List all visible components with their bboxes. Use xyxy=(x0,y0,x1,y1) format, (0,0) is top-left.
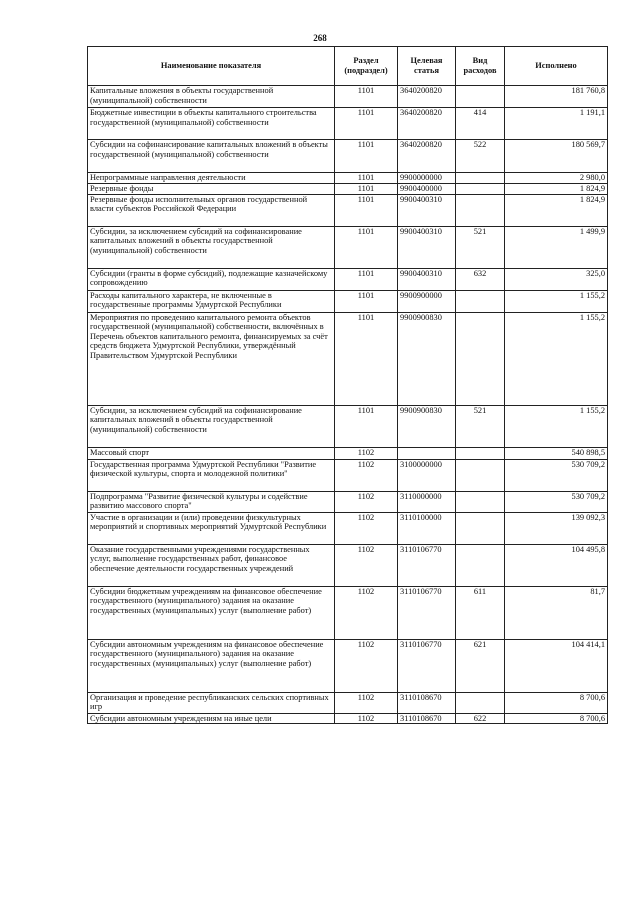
table-row xyxy=(88,459,608,491)
row-executed: 530 709,2 xyxy=(505,491,608,512)
row-section: 1102 xyxy=(335,512,398,544)
row-type xyxy=(456,692,505,713)
table-row xyxy=(88,290,608,312)
row-type xyxy=(456,512,505,544)
table-header-row xyxy=(88,47,608,86)
table-row xyxy=(88,447,608,459)
row-section: 1101 xyxy=(335,290,398,312)
row-type xyxy=(456,86,505,108)
row-executed: 530 709,2 xyxy=(505,459,608,491)
header-type: Вид расходов xyxy=(456,47,505,86)
row-type xyxy=(456,173,505,184)
header-section: Раздел (подраздел) xyxy=(335,47,398,86)
row-target: 3110100000 xyxy=(398,512,456,544)
row-executed: 540 898,5 xyxy=(505,447,608,459)
row-section: 1101 xyxy=(335,184,398,195)
row-executed: 8 700,6 xyxy=(505,692,608,713)
row-section: 1101 xyxy=(335,140,398,173)
table-row xyxy=(88,226,608,268)
row-section: 1101 xyxy=(335,405,398,447)
row-type: 611 xyxy=(456,586,505,639)
row-executed: 8 700,6 xyxy=(505,713,608,724)
table-row xyxy=(88,639,608,692)
row-executed: 1 824,9 xyxy=(505,194,608,226)
table-row xyxy=(88,86,608,108)
row-name: Резервные фонды xyxy=(88,184,335,195)
row-name: Субсидии автономным учреждениям на финансовое обеспечение государственного (муниципального) задания на оказание государственных (муниципальных) услуг (выполнение работ) xyxy=(88,639,335,692)
table-row xyxy=(88,194,608,226)
row-section: 1102 xyxy=(335,544,398,586)
row-name: Непрограммные направления деятельности xyxy=(88,173,335,184)
row-executed: 104 414,1 xyxy=(505,639,608,692)
row-executed: 2 980,0 xyxy=(505,173,608,184)
table-row xyxy=(88,586,608,639)
row-target: 3110106770 xyxy=(398,639,456,692)
row-target: 9900900830 xyxy=(398,312,456,405)
row-section: 1101 xyxy=(335,194,398,226)
row-target: 3100000000 xyxy=(398,459,456,491)
row-type: 621 xyxy=(456,639,505,692)
row-type xyxy=(456,184,505,195)
row-target: 9900400310 xyxy=(398,194,456,226)
row-target: 3110000000 xyxy=(398,491,456,512)
row-name: Организация и проведение республиканских сельских спортивных игр xyxy=(88,692,335,713)
row-section: 1101 xyxy=(335,86,398,108)
row-type xyxy=(456,290,505,312)
table-row xyxy=(88,544,608,586)
row-type: 632 xyxy=(456,268,505,290)
row-name: Бюджетные инвестиции в объекты капитального строительства государственной (муниципальной) собственности xyxy=(88,108,335,140)
row-type xyxy=(456,312,505,405)
page-number: 268 xyxy=(313,33,327,43)
row-section: 1102 xyxy=(335,447,398,459)
row-type: 622 xyxy=(456,713,505,724)
row-section: 1101 xyxy=(335,312,398,405)
table-row xyxy=(88,512,608,544)
row-target: 9900400310 xyxy=(398,226,456,268)
row-name: Участие в организации и (или) проведении физкультурных мероприятий и спортивных мероприятий Удмуртской Республики xyxy=(88,512,335,544)
header-executed: Исполнено xyxy=(505,47,608,86)
header-target: Целевая статья xyxy=(398,47,456,86)
row-name: Капитальные вложения в объекты государственной (муниципальной) собственности xyxy=(88,86,335,108)
table-row xyxy=(88,491,608,512)
table-row xyxy=(88,268,608,290)
expenditure-table xyxy=(87,46,608,724)
row-target: 3110108670 xyxy=(398,692,456,713)
row-section: 1102 xyxy=(335,639,398,692)
row-target: 9900900000 xyxy=(398,290,456,312)
row-name: Расходы капитального характера, не включенные в государственные программы Удмуртской Республики xyxy=(88,290,335,312)
row-section: 1101 xyxy=(335,173,398,184)
row-target xyxy=(398,447,456,459)
row-name: Субсидии, за исключением субсидий на софинансирование капитальных вложений в объекты государственной (муниципальной) собственности xyxy=(88,405,335,447)
row-target: 3110106770 xyxy=(398,544,456,586)
row-target: 9900400000 xyxy=(398,184,456,195)
row-target: 3640200820 xyxy=(398,140,456,173)
row-executed: 1 191,1 xyxy=(505,108,608,140)
row-executed: 104 495,8 xyxy=(505,544,608,586)
row-type: 521 xyxy=(456,226,505,268)
table-row xyxy=(88,713,608,724)
table-row xyxy=(88,184,608,195)
row-section: 1102 xyxy=(335,459,398,491)
row-section: 1101 xyxy=(335,268,398,290)
row-name: Субсидии, за исключением субсидий на софинансирование капитальных вложений в объекты государственной (муниципальной) собственности xyxy=(88,226,335,268)
row-name: Массовый спорт xyxy=(88,447,335,459)
row-target: 3110106770 xyxy=(398,586,456,639)
row-target: 3110108670 xyxy=(398,713,456,724)
row-name: Субсидии бюджетным учреждениям на финансовое обеспечение государственного (муниципального) задания на оказание государственных (муниципальных) услуг (выполнение работ) xyxy=(88,586,335,639)
table-row xyxy=(88,312,608,405)
row-type xyxy=(456,447,505,459)
row-type xyxy=(456,194,505,226)
row-target: 9900000000 xyxy=(398,173,456,184)
row-name: Субсидии на софинансирование капитальных вложений в объекты государственной (муниципальной) собственности xyxy=(88,140,335,173)
table-row xyxy=(88,173,608,184)
row-executed: 1 499,9 xyxy=(505,226,608,268)
row-executed: 1 155,2 xyxy=(505,312,608,405)
row-executed: 181 760,8 xyxy=(505,86,608,108)
row-type: 414 xyxy=(456,108,505,140)
row-target: 9900900830 xyxy=(398,405,456,447)
row-executed: 81,7 xyxy=(505,586,608,639)
table-row xyxy=(88,140,608,173)
row-name: Резервные фонды исполнительных органов государственной власти субъектов Российской Федерации xyxy=(88,194,335,226)
row-executed: 1 824,9 xyxy=(505,184,608,195)
header-name: Наименование показателя xyxy=(88,47,335,86)
row-target: 3640200820 xyxy=(398,86,456,108)
row-section: 1101 xyxy=(335,226,398,268)
row-target: 9900400310 xyxy=(398,268,456,290)
row-executed: 325,0 xyxy=(505,268,608,290)
row-type xyxy=(456,544,505,586)
row-type xyxy=(456,491,505,512)
row-name: Субсидии автономным учреждениям на иные цели xyxy=(88,713,335,724)
row-type: 521 xyxy=(456,405,505,447)
table-row xyxy=(88,405,608,447)
row-executed: 1 155,2 xyxy=(505,290,608,312)
row-section: 1102 xyxy=(335,692,398,713)
row-name: Мероприятия по проведению капитального ремонта объектов государственной (муниципальной) собственности, включённых в Перечень объектов капитального ремонта, финансируемых за счёт средств бюджета Удмуртской Республики, утверждённый Правительством Удмуртской Республики xyxy=(88,312,335,405)
table-row xyxy=(88,108,608,140)
row-name: Государственная программа Удмуртской Республики "Развитие физической культуры, спорта и молодежной политики" xyxy=(88,459,335,491)
row-name: Оказание государственными учреждениями государственных услуг, выполнение государственных работ, финансовое обеспечение деятельности государственных учреждений xyxy=(88,544,335,586)
row-executed: 1 155,2 xyxy=(505,405,608,447)
table-row xyxy=(88,692,608,713)
row-section: 1101 xyxy=(335,108,398,140)
row-executed: 180 569,7 xyxy=(505,140,608,173)
row-name: Подпрограмма "Развитие физической культуры и содействие развитию массового спорта" xyxy=(88,491,335,512)
row-section: 1102 xyxy=(335,586,398,639)
row-section: 1102 xyxy=(335,491,398,512)
row-type xyxy=(456,459,505,491)
row-type: 522 xyxy=(456,140,505,173)
row-section: 1102 xyxy=(335,713,398,724)
row-executed: 139 092,3 xyxy=(505,512,608,544)
row-name: Субсидии (гранты в форме субсидий), подлежащие казначейскому сопровождению xyxy=(88,268,335,290)
row-target: 3640200820 xyxy=(398,108,456,140)
